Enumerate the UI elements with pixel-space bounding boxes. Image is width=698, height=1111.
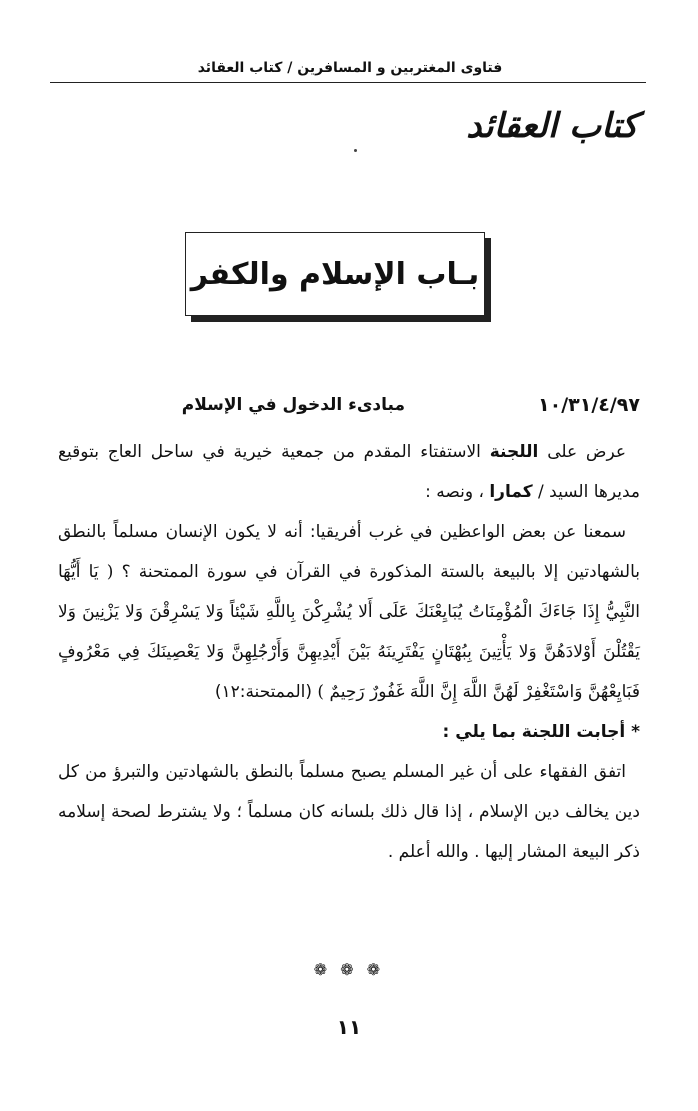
question-paragraph [58,512,640,712]
quran-verse: ( يَا أَيُّهَا النَّبِيُّ إِذَا جَاءَكَ الْمُؤْمِنَاتُ يُبَايِعْنَكَ عَلَى أَلا يُشْرِكْنَ بِاللَّهِ شَيْئاً وَلا يَسْرِقْنَ وَلا يَزْنِينَ وَلا يَقْتُلْنَ أَوْلادَهُنَّ وَلا يَأْتِينَ بِبُهْتَانٍ يَفْتَرِينَهُ بَيْنَ أَيْدِيهِنَّ وَأَرْجُلِهِنَّ وَلا يَعْصِينَكَ فِي مَعْرُوفٍ فَبَايِعْهُنَّ وَاسْتَغْفِرْ لَهُنَّ اللَّهَ إِنَّ اللَّهَ غَفُورٌ رَحِيمٌ ) [58,562,640,702]
stray-dot [354,149,357,152]
chapter-title-box [185,232,485,316]
fatwa-body [58,432,640,872]
verse-reference: (الممتحنة:١٢) [214,682,312,702]
section-end-ornament: ❁ ❁ ❁ [313,960,385,979]
header-rule [50,82,646,83]
fatwa-number: ١٠/٣١/٤/٩٧ [538,394,640,416]
intro-part1: عرض على [547,442,627,462]
intro-paragraph [58,432,640,512]
page-number: ١١ [336,1015,362,1039]
book-title: كتاب العقائد [466,106,638,146]
answer-heading: * أجابت اللجنة بما يلي : [442,722,640,742]
answer-paragraph: اتفق الفقهاء على أن غير المسلم يصبح مسلماً بالنطق بالشهادتين والتبرؤ من كل دين يخالف دين الإسلام ، إذا قال ذلك بلسانه كان مسلماً ؛ ولا يشترط لصحة إسلامه ذكر البيعة المشار إليها . والله أعلم . [58,762,640,862]
chapter-title: بـاب الإسلام والكفر [190,256,480,292]
intro-part3: ، ونصه : [425,482,484,502]
fatwa-header [58,394,640,416]
committee-name: اللجنة [489,442,539,462]
running-header: فتاوى المغتربين و المسافرين / كتاب العقائد [197,60,503,76]
petitioner-name: كمارا [489,482,533,502]
fatwa-title: مبادىء الدخول في الإسلام [181,395,405,415]
intro-part2: الاستفتاء المقدم من جمعية خيرية في ساحل العاج بتوقيع مديرها السيد / [58,442,640,502]
question-text: سمعنا عن بعض الواعظين في غرب أفريقيا: أنه لا يكون الإنسان مسلماً بالنطق بالشهادتين إلا بالبيعة بالستة المذكورة في القرآن في سورة الممتحنة ؟ [58,522,640,582]
